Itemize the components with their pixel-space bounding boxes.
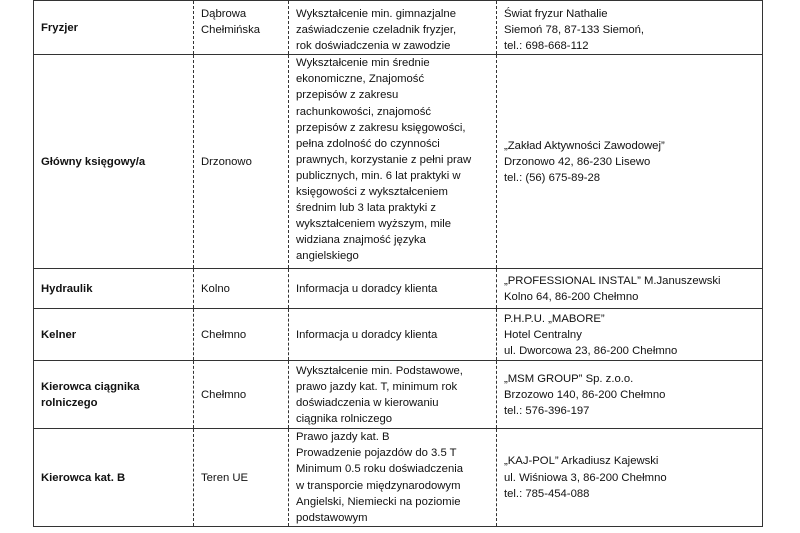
location-cell: [194, 361, 289, 429]
table-row: [34, 1, 763, 55]
requirements-cell: [289, 429, 497, 527]
requirement-line: Informacja u doradcy klienta: [296, 328, 438, 341]
location-line: Drzonowo: [201, 155, 252, 168]
employer-line: tel.: 698-668-112: [504, 40, 589, 53]
requirement-line: zaświadczenie czeladnik fryzjer,: [296, 24, 457, 37]
location-cell: [194, 429, 289, 527]
location-line: Dąbrowa: [201, 8, 247, 20]
position-name: Główny księgowy/a: [41, 155, 146, 168]
requirement-line: publicznych, min. 6 lat praktyki w: [296, 169, 461, 182]
employer-cell: [497, 1, 763, 55]
requirements-cell: [289, 55, 497, 269]
requirement-line: ciągnika rolniczego: [296, 412, 393, 425]
employer-line: tel.: 785-454-088: [504, 487, 590, 500]
employer-line: P.H.P.U. „MABORE”: [504, 312, 605, 325]
employer-line: „PROFESSIONAL INSTAL” M.Januszewski: [504, 274, 721, 287]
employer-cell: [497, 55, 763, 269]
requirement-line: podstawowym: [296, 511, 368, 524]
employer-line: Hotel Centralny: [504, 328, 582, 341]
requirements-cell: [289, 361, 497, 429]
position-cell: [34, 429, 194, 527]
requirement-line: ekonomiczne, Znajomość: [296, 73, 425, 86]
table-row: [34, 429, 763, 527]
requirement-line: rachunkowości, znajomość: [296, 105, 431, 118]
requirement-line: Prawo jazdy kat. B: [296, 431, 390, 444]
requirement-line: Wykształcenie min. Podstawowe,: [296, 364, 463, 377]
location-line: Teren UE: [201, 471, 249, 484]
location-cell: [194, 269, 289, 309]
requirement-line: Angielski, Niemiecki na poziomie: [296, 495, 461, 508]
position-name: Kierowca kat. B: [41, 471, 126, 484]
table-row: [34, 55, 763, 269]
employer-line: „KAJ-POL” Arkadiusz Kajewski: [504, 455, 659, 468]
employer-line: tel.: (56) 675-89-28: [504, 171, 601, 184]
requirement-line: księgowości z wykształceniem: [296, 186, 448, 199]
position-name: Kelner: [41, 328, 77, 341]
employer-line: „MSM GROUP” Sp. z.o.o.: [504, 372, 634, 385]
requirement-line: pełna zdolność do czynności: [296, 137, 440, 150]
requirement-line: Wykształcenie min. gimnazjalne: [296, 8, 456, 20]
requirement-line: Wykształcenie min średnie: [296, 57, 430, 70]
table-row: [34, 269, 763, 309]
employer-line: Kolno 64, 86-200 Chełmno: [504, 290, 639, 303]
position-name: Hydraulik: [41, 282, 93, 295]
requirement-line: Minimum 0.5 roku doświadczenia: [296, 463, 464, 476]
position-cell: [34, 309, 194, 361]
employer-line: Siemoń 78, 87-133 Siemoń,: [504, 24, 645, 37]
table-row: [34, 309, 763, 361]
location-line: Chełmińska: [201, 24, 261, 37]
position-cell: [34, 361, 194, 429]
employer-cell: [497, 429, 763, 527]
location-cell: [194, 309, 289, 361]
requirements-cell: [289, 1, 497, 55]
requirement-line: w transporcie międzynarodowym: [296, 479, 461, 492]
requirement-line: wykształceniem wyższym, mile: [296, 218, 452, 231]
position-cell: [34, 55, 194, 269]
employer-line: Brzozowo 140, 86-200 Chełmno: [504, 388, 666, 401]
requirement-line: przepisów z zakresu: [296, 89, 399, 102]
requirement-line: średnim lub 3 lata praktyki z: [296, 202, 437, 215]
employer-cell: [497, 309, 763, 361]
position-name: Kierowca ciągnika rolniczego: [41, 380, 140, 409]
requirements-cell: [289, 309, 497, 361]
employer-line: Świat fryzur Nathalie: [504, 8, 608, 20]
location-line: Chełmno: [201, 328, 247, 341]
employer-cell: [497, 269, 763, 309]
requirement-line: prawnych, korzystanie z pełni praw: [296, 153, 472, 166]
position-cell: [34, 1, 194, 55]
requirement-line: angielskiego: [296, 250, 359, 263]
requirement-line: prawo jazdy kat. T, minimum rok: [296, 380, 458, 393]
employer-line: ul. Dworcowa 23, 86-200 Chełmno: [504, 344, 678, 357]
employer-cell: [497, 361, 763, 429]
position-name: Fryzjer: [41, 21, 79, 34]
job-offers-table: [33, 0, 763, 527]
requirement-line: rok doświadczenia w zawodzie: [296, 40, 451, 53]
location-cell: [194, 55, 289, 269]
requirement-line: Informacja u doradcy klienta: [296, 282, 438, 295]
employer-line: ul. Wiśniowa 3, 86-200 Chełmno: [504, 471, 667, 484]
requirement-line: widziana znajmość języka: [296, 234, 426, 247]
requirements-cell: [289, 269, 497, 309]
location-cell: [194, 1, 289, 55]
employer-line: Drzonowo 42, 86-230 Lisewo: [504, 155, 651, 168]
requirement-line: doświadczenia w kierowaniu: [296, 396, 439, 409]
requirement-line: Prowadzenie pojazdów do 3.5 T: [296, 447, 457, 460]
location-line: Chełmno: [201, 388, 247, 401]
location-line: Kolno: [201, 282, 230, 295]
employer-line: „Zakład Aktywności Zawodowej”: [504, 139, 665, 152]
position-cell: [34, 269, 194, 309]
table-row: [34, 361, 763, 429]
requirement-line: przepisów z zakresu księgowości,: [296, 121, 466, 134]
employer-line: tel.: 576-396-197: [504, 404, 590, 417]
